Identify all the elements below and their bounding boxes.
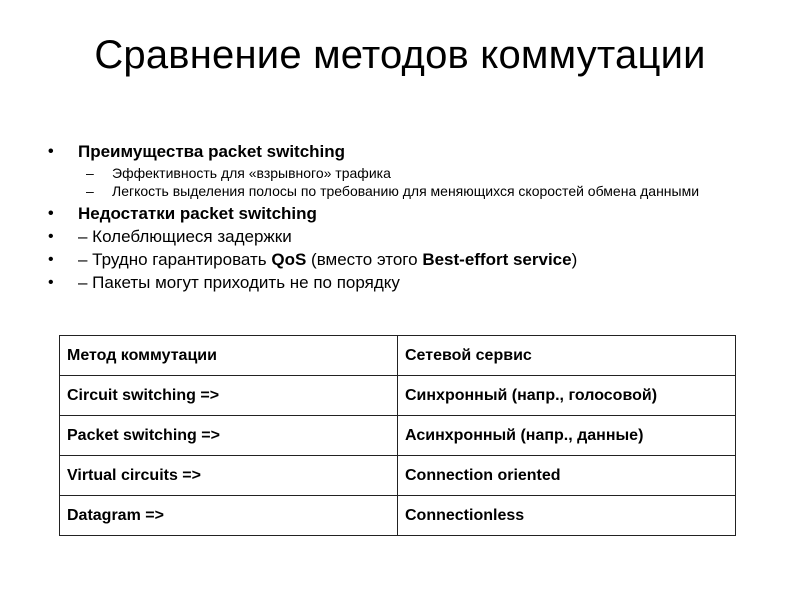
table-header-row <box>60 336 736 376</box>
disadvantage-text-prefix: – Трудно гарантировать <box>78 250 272 269</box>
dash-marker: – <box>86 183 94 199</box>
disadvantage-text-middle: (вместо этого <box>306 250 423 269</box>
slide-title: Сравнение методов коммутации <box>94 33 706 77</box>
advantage-item <box>48 164 768 182</box>
advantage-text: Легкость выделения полосы по требованию для меняющихся скоростей обмена данными <box>112 183 700 199</box>
table-row <box>60 416 736 456</box>
table-header-cell: Сетевой сервис <box>398 336 736 376</box>
bullet-dot: • <box>48 205 54 222</box>
table-cell-method: Circuit switching => <box>60 376 398 416</box>
advantage-item <box>48 182 712 200</box>
disadvantages-heading-text: Недостатки packet switching <box>78 204 317 223</box>
disadvantage-text-suffix: ) <box>571 250 578 269</box>
table-cell-service: Connection oriented <box>398 456 736 496</box>
advantages-heading-text: Преимущества packet switching <box>78 142 346 161</box>
disadvantages-heading <box>48 203 768 224</box>
table-cell-service: Синхронный (напр., голосовой) <box>398 376 736 416</box>
disadvantage-text: – Пакеты могут приходить не по порядку <box>78 273 400 292</box>
table-cell-method: Datagram => <box>60 496 398 536</box>
table-cell-service: Connectionless <box>398 496 736 536</box>
bullet-dot: • <box>48 228 54 245</box>
table-cell-method: Packet switching => <box>60 416 398 456</box>
bullet-dot: • <box>48 143 54 160</box>
dash-marker: – <box>86 165 94 181</box>
disadvantage-item <box>48 226 768 247</box>
bullet-list <box>48 141 768 293</box>
disadvantage-text: – Колеблющиеся задержки <box>78 227 292 246</box>
table-cell-method: Virtual circuits => <box>60 456 398 496</box>
table-row <box>60 456 736 496</box>
table-header-cell: Метод коммутации <box>60 336 398 376</box>
disadvantage-item <box>48 272 768 293</box>
bullet-dot: • <box>48 274 54 291</box>
advantage-text: Эффективность для «взрывного» трафика <box>112 165 391 181</box>
disadvantage-item <box>48 249 768 270</box>
table-row <box>60 376 736 416</box>
bullet-dot: • <box>48 251 54 268</box>
qos-term: QoS <box>271 250 307 269</box>
advantages-heading <box>48 141 768 162</box>
table-row <box>60 496 736 536</box>
table-cell-service: Асинхронный (напр., данные) <box>398 416 736 456</box>
switching-methods-table <box>59 335 736 536</box>
best-effort-term: Best-effort service <box>422 250 572 269</box>
